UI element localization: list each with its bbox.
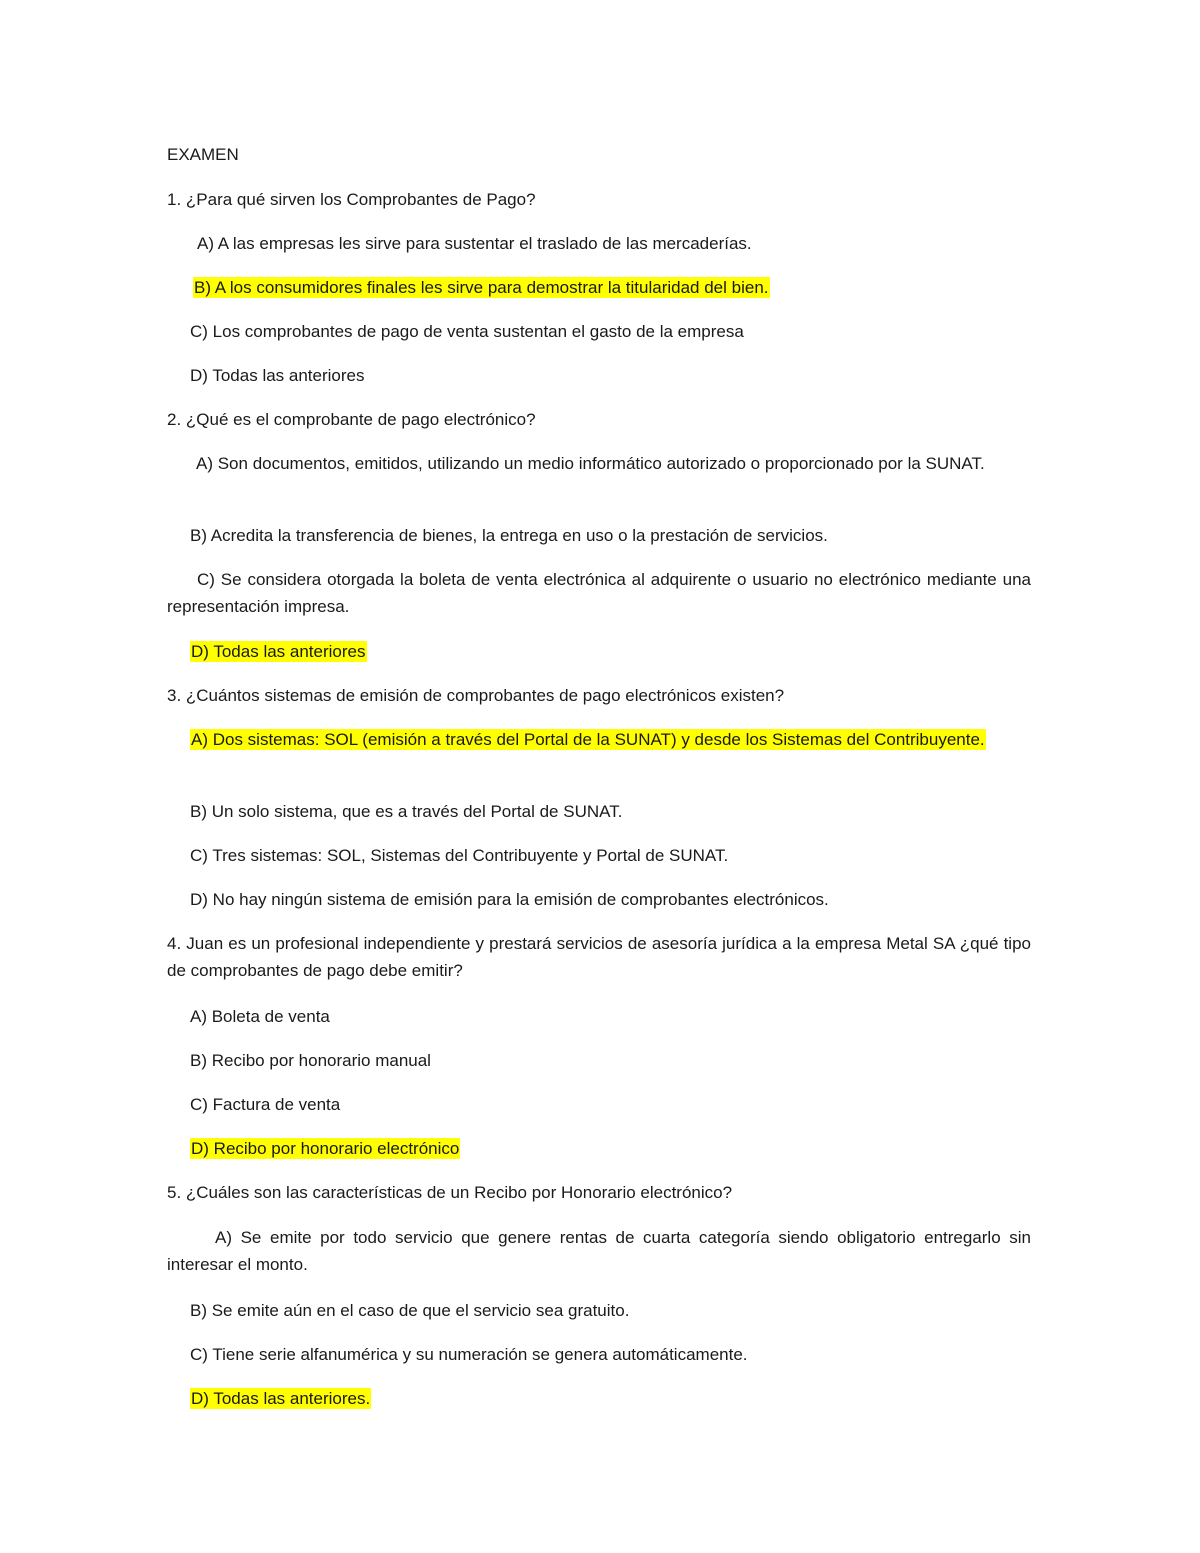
question-1-option-d: D) Todas las anteriores [190,366,365,385]
question-1-option-a: A) A las empresas les sirve para sustentar el traslado de las mercaderías. [197,234,752,253]
question-2-option-d [190,638,367,665]
highlighted-answer: D) Todas las anteriores [191,642,366,661]
question-3-option-c: C) Tres sistemas: SOL, Sistemas del Contribuyente y Portal de SUNAT. [190,846,729,865]
highlighted-answer: B) A los consumidores finales les sirve para demostrar la titularidad del bien. [194,278,769,297]
highlighted-answer: D) Recibo por honorario electrónico [191,1139,460,1158]
question-4-option-d [190,1135,460,1162]
exam-title: EXAMEN [167,145,239,164]
question-4-option-a: A) Boleta de venta [190,1007,330,1026]
question-3-option-a [190,726,1031,753]
question-5-text: 5. ¿Cuáles son las características de un Recibo por Honorario electrónico? [167,1183,733,1202]
highlighted-answer: D) Todas las anteriores. [191,1389,371,1408]
question-5-option-c: C) Tiene serie alfanumérica y su numeración se genera automáticamente. [190,1345,748,1364]
question-1-option-c: C) Los comprobantes de pago de venta sustentan el gasto de la empresa [190,322,744,341]
question-5-option-d [190,1385,371,1412]
question-1-option-b [193,274,770,301]
question-5-option-b: B) Se emite aún en el caso de que el servicio sea gratuito. [190,1301,630,1320]
question-2-option-b: B) Acredita la transferencia de bienes, la entrega en uso o la prestación de servicios. [190,526,828,545]
question-4-option-b: B) Recibo por honorario manual [190,1051,431,1070]
question-5-option-a: A) Se emite por todo servicio que genere rentas de cuarta categoría siendo obligatorio entregarlo sin interesar el monto. [167,1228,1031,1274]
highlighted-answer: A) Dos sistemas: SOL (emisión a través del Portal de la SUNAT) y desde los Sistemas del Contribuyente. [191,730,985,749]
question-3-option-d: D) No hay ningún sistema de emisión para la emisión de comprobantes electrónicos. [190,890,829,909]
question-2-option-a: A) Son documentos, emitidos, utilizando un medio informático autorizado o proporcionado por la SUNAT. [196,454,985,473]
question-3-text: 3. ¿Cuántos sistemas de emisión de comprobantes de pago electrónicos existen? [167,686,785,705]
question-3-option-b: B) Un solo sistema, que es a través del Portal de SUNAT. [190,802,623,821]
question-4-text: 4. Juan es un profesional independiente y prestará servicios de asesoría jurídica a la empresa Metal SA ¿qué tipo de comprobantes de pago debe emitir? [167,934,1031,980]
question-4-option-c: C) Factura de venta [190,1095,341,1114]
question-2-option-c: C) Se considera otorgada la boleta de venta electrónica al adquirente o usuario no electrónico mediante una representación impresa. [167,570,1031,616]
question-2-text: 2. ¿Qué es el comprobante de pago electrónico? [167,410,536,429]
question-1-text: 1. ¿Para qué sirven los Comprobantes de Pago? [167,190,536,209]
